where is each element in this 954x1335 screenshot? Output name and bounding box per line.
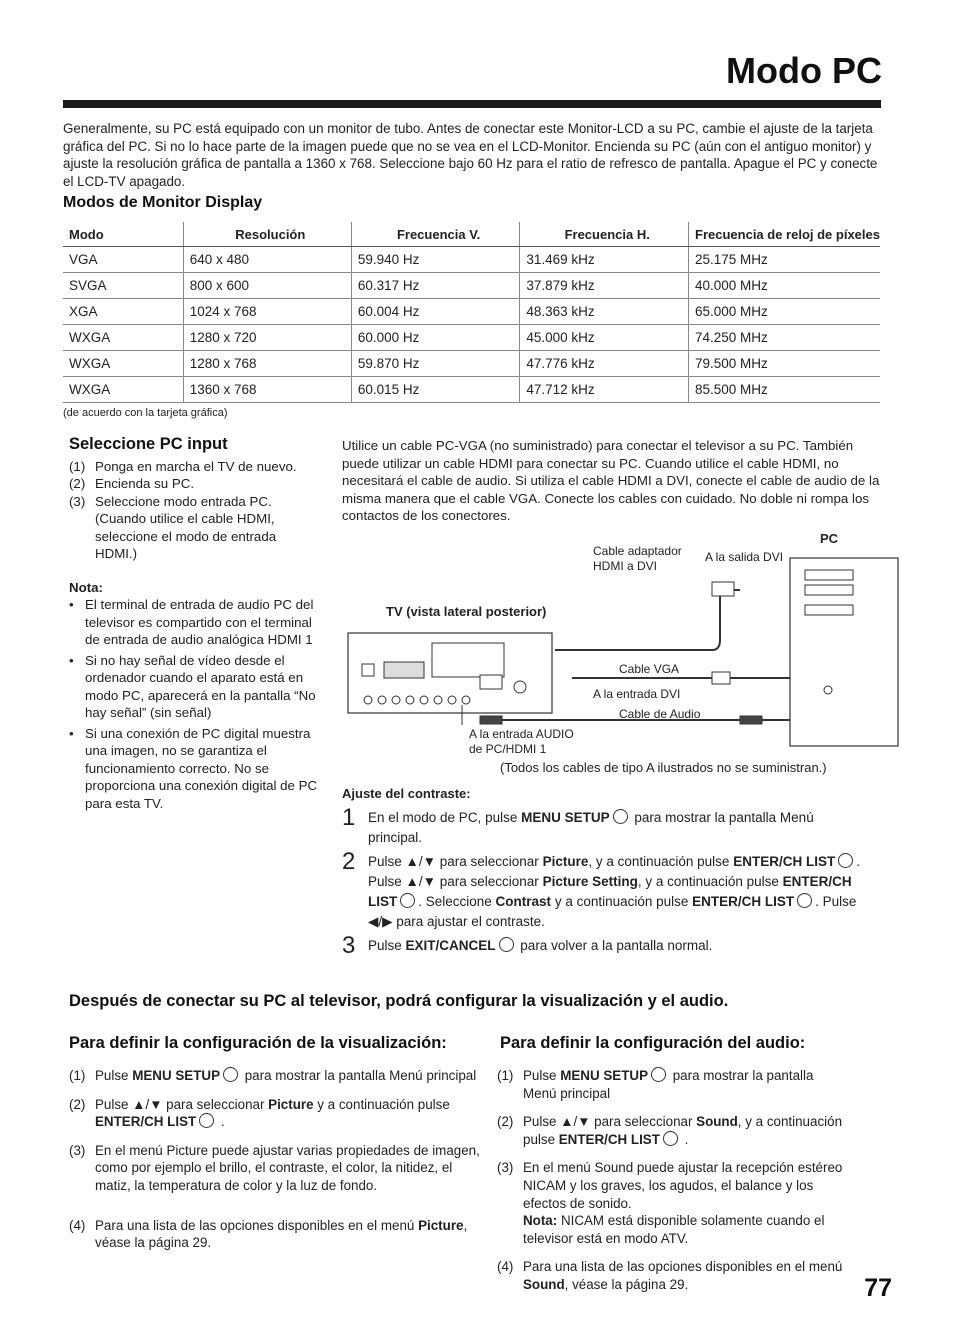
pc-label: PC bbox=[820, 531, 839, 546]
list-item: (1) Ponga en marcha el TV de nuevo. bbox=[69, 458, 297, 474]
contrast-step: 3 Pulse EXIT/CANCEL para volver a la pantalla normal. bbox=[342, 932, 713, 959]
nota-label: Nota: bbox=[69, 579, 103, 595]
table-cell: 640 x 480 bbox=[183, 247, 351, 273]
table-cell: 65.000 MHz bbox=[689, 299, 880, 325]
list-item: (4) Para una lista de las opciones disponibles en el menú Picture, véase la página 29. bbox=[69, 1217, 468, 1251]
contrast-step: 2 Pulse ▲/▼ para seleccionar Picture, y a continuación pulse ENTER/CH LIST . Pulse ▲/▼ para seleccionar Picture Setting, y a continuación pulse ENTER/CH LIST . Seleccione Contrast y a continuación pulse ENTER/CH LIST . Pulse ◀/▶ para ajustar el contraste. bbox=[342, 848, 860, 929]
table-cell: 40.000 MHz bbox=[689, 273, 880, 299]
exit-cancel-icon bbox=[499, 937, 514, 952]
audio-list bbox=[497, 1067, 847, 1305]
table-cell: 45.000 kHz bbox=[520, 325, 689, 351]
table-cell: XGA bbox=[63, 299, 183, 325]
table-row bbox=[63, 299, 880, 325]
table-row bbox=[63, 377, 880, 403]
select-pc-section bbox=[69, 436, 321, 812]
tv-port bbox=[362, 664, 374, 676]
table-cell: WXGA bbox=[63, 351, 183, 377]
menu-setup-icon bbox=[223, 1067, 238, 1082]
table-row bbox=[63, 351, 880, 377]
tv-port bbox=[384, 662, 424, 678]
menu-setup-icon bbox=[613, 809, 628, 824]
enter-ch-list-icon bbox=[663, 1131, 678, 1146]
table-cell: 74.250 MHz bbox=[689, 325, 880, 351]
table-cell: WXGA bbox=[63, 325, 183, 351]
dvi-plug bbox=[712, 582, 734, 596]
table-cell: 60.015 Hz bbox=[351, 377, 520, 403]
list-item: • Si una conexión de PC digital muestra una imagen, no se garantiza el funcionamiento correcto. No se proporciona una conexión digital de PC para esta TV. bbox=[69, 725, 318, 811]
after-heading: Después de conectar su PC al televisor, podrá configurar la visualización y el audio. bbox=[69, 992, 729, 1010]
table-cell: 1360 x 768 bbox=[183, 377, 351, 403]
table-row bbox=[63, 325, 880, 351]
table-cell: 60.000 Hz bbox=[351, 325, 520, 351]
table-footnote: (de acuerdo con la tarjeta gráfica) bbox=[63, 407, 228, 419]
display-heading: Para definir la configuración de la visualización: bbox=[69, 1034, 447, 1052]
tv-port-group bbox=[432, 643, 504, 677]
title-rule bbox=[63, 100, 881, 108]
table-header: Frecuencia H. bbox=[520, 222, 689, 247]
display-list bbox=[69, 1067, 489, 1263]
table-cell: 1280 x 768 bbox=[183, 351, 351, 377]
contrast-heading: Ajuste del contraste: bbox=[342, 786, 471, 801]
table-cell: VGA bbox=[63, 247, 183, 273]
list-item: (3) Seleccione modo entrada PC. (Cuando utilice el cable HDMI, seleccione el modo de entrada HDMI.) bbox=[69, 493, 277, 561]
select-pc-heading: Seleccione PC input bbox=[69, 435, 228, 453]
pc-drive-bay bbox=[805, 585, 853, 595]
page-number: 77 bbox=[864, 1274, 892, 1302]
table-header: Resolución bbox=[183, 222, 351, 247]
adapter-label: Cable adaptador HDMI a DVI bbox=[593, 544, 682, 573]
audio-heading: Para definir la configuración del audio: bbox=[500, 1034, 806, 1052]
contrast-steps bbox=[342, 804, 862, 960]
cables-note: (Todos los cables de tipo A ilustrados no se suministran.) bbox=[500, 760, 827, 775]
list-item: (2) Encienda su PC. bbox=[69, 476, 195, 491]
audio-in-label: A la entrada AUDIO de PC/HDMI 1 bbox=[469, 727, 574, 756]
list-item: (3) En el menú Picture puede ajustar varias propiedades de imagen, como por ejemplo el brillo, el contraste, el color, la nitidez, el matiz, la temperatura de color y la luz de fondo. bbox=[69, 1142, 480, 1193]
table-cell: 79.500 MHz bbox=[689, 351, 880, 377]
intro-paragraph: Generalmente, su PC está equipado con un monitor de tubo. Antes de conectar este Monitor-LCD a su PC, cambie el ajuste de la tarjeta gráfica del PC. Si no lo hace parte de la imagen puede que no se vea en el LCD-Monitor. Encienda su PC (aún con el antiguo monitor) y ajuste la resolución gráfica de pantalla a 1360 x 768. Seleccione bajo 60 Hz para el ratio de refresco de pantalla. Apague el PC y conecte el LCD-TV apagado. bbox=[63, 121, 878, 189]
table-cell: 60.004 Hz bbox=[351, 299, 520, 325]
table-cell: 47.776 kHz bbox=[520, 351, 689, 377]
page-title: Modo PC bbox=[726, 50, 882, 91]
table-cell: 85.500 MHz bbox=[689, 377, 880, 403]
contrast-step: 1 En el modo de PC, pulse MENU SETUP para mostrar la pantalla Menú principal. bbox=[342, 804, 814, 845]
dvi-in-label: A la entrada DVI bbox=[593, 687, 681, 701]
table-header: Frecuencia de reloj de píxeles bbox=[689, 222, 880, 247]
tv-label: TV (vista lateral posterior) bbox=[386, 604, 547, 619]
enter-ch-list-icon bbox=[797, 893, 812, 908]
table-cell: 1024 x 768 bbox=[183, 299, 351, 325]
table-cell: SVGA bbox=[63, 273, 183, 299]
audio-cable-label: Cable de Audio bbox=[619, 707, 701, 721]
audio-plug bbox=[480, 716, 502, 724]
table-header: Frecuencia V. bbox=[351, 222, 520, 247]
table-row bbox=[63, 247, 880, 273]
table-cell: 1280 x 720 bbox=[183, 325, 351, 351]
table-cell: 60.317 Hz bbox=[351, 273, 520, 299]
modes-heading: Modos de Monitor Display bbox=[63, 194, 263, 211]
vga-cable-label: Cable VGA bbox=[619, 662, 680, 676]
dvi-out-label: A la salida DVI bbox=[705, 550, 784, 564]
list-item: • Si no hay señal de vídeo desde el ordenador cuando el aparato está en modo PC, aparecerá en la pantalla “No hay señal” (sin señal) bbox=[69, 652, 316, 720]
table-cell: 48.363 kHz bbox=[520, 299, 689, 325]
table-cell: 800 x 600 bbox=[183, 273, 351, 299]
pc-drive-bay bbox=[805, 570, 853, 580]
menu-setup-icon bbox=[651, 1067, 666, 1082]
list-item: (3) En el menú Sound puede ajustar la recepción estéreo NICAM y los graves, los agudos, el balance y los efectos de sonido. Nota: NICAM está disponible solamente cuando el televisor está en modo ATV. bbox=[497, 1160, 843, 1246]
hdmi-dvi-cable bbox=[555, 590, 740, 650]
enter-ch-list-icon bbox=[400, 893, 415, 908]
list-item: (4) Para una lista de las opciones disponibles en el menú Sound, véase la página 29. bbox=[497, 1259, 843, 1292]
vga-port bbox=[480, 675, 502, 689]
pc-drive-bay bbox=[805, 605, 853, 615]
enter-ch-list-icon bbox=[199, 1113, 214, 1128]
table-cell: 37.879 kHz bbox=[520, 273, 689, 299]
enter-ch-list-icon bbox=[838, 853, 853, 868]
list-item: (1) Pulse MENU SETUP para mostrar la pantalla Menú principal bbox=[69, 1068, 477, 1083]
modes-table bbox=[63, 222, 880, 403]
table-header: Modo bbox=[63, 222, 183, 247]
list-item: (2) Pulse ▲/▼ para seleccionar Picture y a continuación pulse ENTER/CH LIST . bbox=[69, 1096, 450, 1130]
table-cell: WXGA bbox=[63, 377, 183, 403]
list-item: (2) Pulse ▲/▼ para seleccionar Sound, y a continuación pulse ENTER/CH LIST . bbox=[497, 1114, 843, 1147]
table-cell: 31.469 kHz bbox=[520, 247, 689, 273]
cable-paragraph: Utilice un cable PC-VGA (no suministrado) para conectar el televisor a su PC. También puede utilizar un cable HDMI para conectar su PC. Cuando utilice el cable HDMI, no necesitará el cable de audio. Si utiliza el cable HDMI a DVI, conecte el cable de audio de la misma manera que el cable VGA. Conecte los cables con cuidado. No doble ni rompa los contactos de los conectores. bbox=[342, 438, 880, 523]
list-item: (1) Pulse MENU SETUP para mostrar la pantalla Menú principal bbox=[497, 1068, 814, 1101]
table-cell: 59.940 Hz bbox=[351, 247, 520, 273]
vga-plug bbox=[712, 672, 730, 684]
table-header-row bbox=[63, 222, 880, 247]
table-row bbox=[63, 273, 880, 299]
list-item: • El terminal de entrada de audio PC del televisor es compartido con el terminal de entrada de audio analógica HDMI 1 bbox=[69, 597, 314, 647]
table-cell: 25.175 MHz bbox=[689, 247, 880, 273]
audio-plug bbox=[740, 716, 762, 724]
table-cell: 59.870 Hz bbox=[351, 351, 520, 377]
table-cell: 47.712 kHz bbox=[520, 377, 689, 403]
tv-jack bbox=[514, 681, 526, 693]
